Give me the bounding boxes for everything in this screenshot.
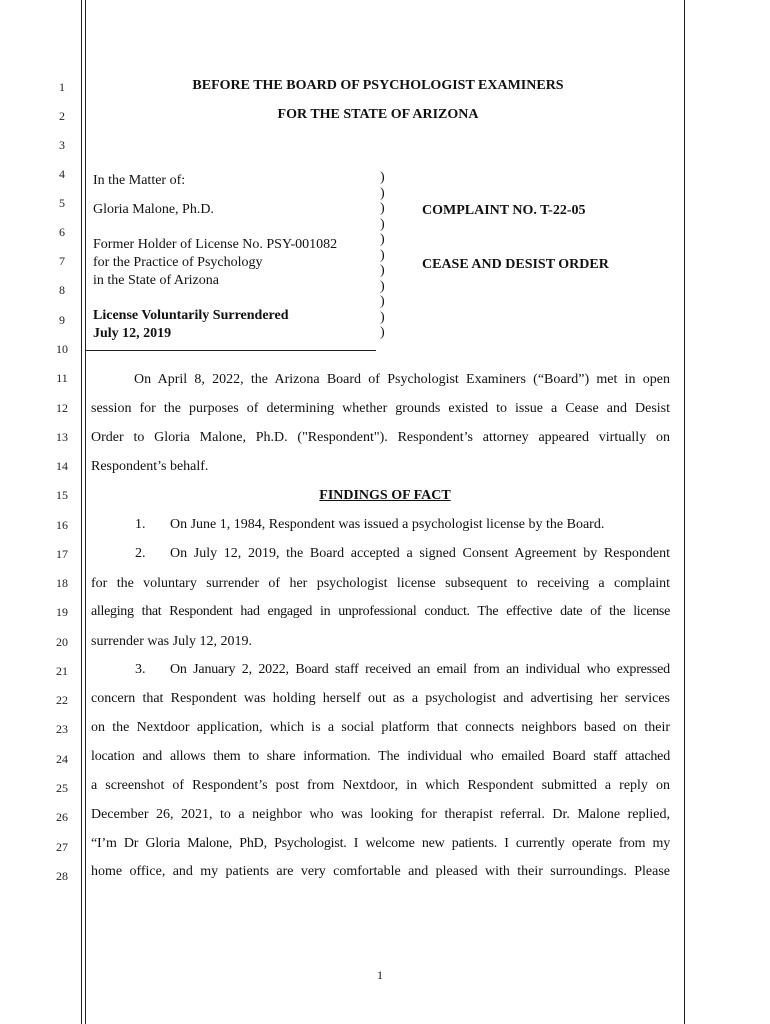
line-number: 27 bbox=[56, 840, 68, 854]
line-number: 25 bbox=[56, 781, 68, 795]
finding-1-line-1: On June 1, 1984, Respondent was issued a psychologist license by the Board. bbox=[170, 517, 605, 532]
line-number: 5 bbox=[59, 196, 65, 210]
line-number: 28 bbox=[56, 869, 68, 883]
line-number: 23 bbox=[56, 722, 68, 736]
finding-3-line-5: a screenshot of Respondent’s post from Nextdoor, in which Respondent submitted a reply on bbox=[91, 778, 670, 793]
line-number: 15 bbox=[56, 488, 68, 502]
line-number: 17 bbox=[56, 547, 68, 561]
caption-former-holder: Former Holder of License No. PSY-001082 bbox=[93, 237, 338, 252]
line-number: 2 bbox=[59, 109, 65, 123]
line-number: 13 bbox=[56, 430, 68, 444]
finding-3-line-7: “I’m Dr Gloria Malone, PhD, Psychologist. I welcome new patients. I currently operate from my bbox=[91, 836, 670, 851]
finding-2-line-1: On July 12, 2019, the Board accepted a signed Consent Agreement by Respondent bbox=[170, 546, 670, 561]
intro-line-3: Order to Gloria Malone, Ph.D. ("Respondent"). Respondent’s attorney appeared virtually on bbox=[91, 430, 670, 445]
caption-in-matter: In the Matter of: bbox=[93, 173, 186, 188]
finding-1-number: 1. bbox=[135, 517, 146, 532]
line-number: 19 bbox=[56, 605, 68, 619]
line-number: 3 bbox=[59, 138, 65, 152]
finding-3-line-3: on the Nextdoor application, which is a social platform that connects neighbors based on their bbox=[91, 720, 670, 735]
finding-3-line-1: On January 2, 2022, Board staff received an email from an individual who expressed bbox=[170, 662, 670, 677]
intro-line-1: On April 8, 2022, the Arizona Board of Psychologist Examiners (“Board”) met in open bbox=[134, 372, 670, 387]
line-number: 8 bbox=[59, 283, 65, 297]
finding-3-line-4: location and allows them to share information. The individual who emailed Board staff attached bbox=[91, 749, 670, 764]
line-number: 7 bbox=[59, 254, 65, 268]
caption-practice: for the Practice of Psychology bbox=[93, 255, 263, 270]
finding-3-line-2: concern that Respondent was holding herself out as a psychologist and advertising her services bbox=[91, 691, 670, 706]
left-margin-rule-outer bbox=[81, 0, 82, 1024]
caption-surrender-date: July 12, 2019 bbox=[93, 326, 172, 341]
line-number: 20 bbox=[56, 635, 68, 649]
caption-respondent-name: Gloria Malone, Ph.D. bbox=[93, 202, 214, 217]
line-number: 26 bbox=[56, 810, 68, 824]
intro-line-2: session for the purposes of determining whether grounds existed to issue a Cease and Desist bbox=[91, 401, 670, 416]
line-number: 12 bbox=[56, 401, 68, 415]
line-number: 1 bbox=[59, 80, 65, 94]
line-number: 21 bbox=[56, 664, 68, 678]
caption-state: in the State of Arizona bbox=[93, 273, 219, 288]
right-margin-rule bbox=[684, 0, 685, 1024]
line-number: 6 bbox=[59, 225, 65, 239]
finding-2-line-2: for the voluntary surrender of her psychologist license subsequent to receiving a complaint bbox=[91, 576, 670, 591]
line-number: 16 bbox=[56, 518, 68, 532]
line-number: 4 bbox=[59, 167, 65, 181]
line-number: 22 bbox=[56, 693, 68, 707]
finding-3-line-8: home office, and my patients are very comfortable and pleased with their surroundings. Please bbox=[91, 864, 670, 879]
complaint-number: COMPLAINT NO. T-22-05 bbox=[422, 203, 586, 218]
findings-heading: FINDINGS OF FACT bbox=[319, 488, 451, 503]
line-number: 11 bbox=[56, 371, 68, 385]
caption-underline bbox=[86, 350, 376, 351]
board-title: BEFORE THE BOARD OF PSYCHOLOGIST EXAMINERS bbox=[192, 78, 564, 93]
finding-2-line-4: surrender was July 12, 2019. bbox=[91, 634, 252, 649]
line-number: 10 bbox=[56, 342, 68, 356]
intro-line-4: Respondent’s behalf. bbox=[91, 459, 209, 474]
finding-3-line-6: December 26, 2021, to a neighbor who was looking for therapist referral. Dr. Malone replied, bbox=[91, 807, 670, 822]
caption-parentheses: ) ) ) ) ) ) ) ) ) ) ) bbox=[380, 170, 385, 340]
line-number: 18 bbox=[56, 576, 68, 590]
left-margin-rule-inner bbox=[85, 0, 86, 1024]
line-number: 9 bbox=[59, 313, 65, 327]
finding-2-line-3: alleging that Respondent had engaged in unprofessional conduct. The effective date of the license bbox=[91, 604, 670, 619]
finding-2-number: 2. bbox=[135, 546, 146, 561]
line-number: 24 bbox=[56, 752, 68, 766]
line-number: 14 bbox=[56, 459, 68, 473]
finding-3-number: 3. bbox=[135, 662, 146, 677]
order-title: CEASE AND DESIST ORDER bbox=[422, 257, 609, 272]
page-number: 1 bbox=[377, 968, 383, 982]
state-title: FOR THE STATE OF ARIZONA bbox=[277, 107, 479, 122]
caption-license-surrendered: License Voluntarily Surrendered bbox=[93, 308, 289, 323]
